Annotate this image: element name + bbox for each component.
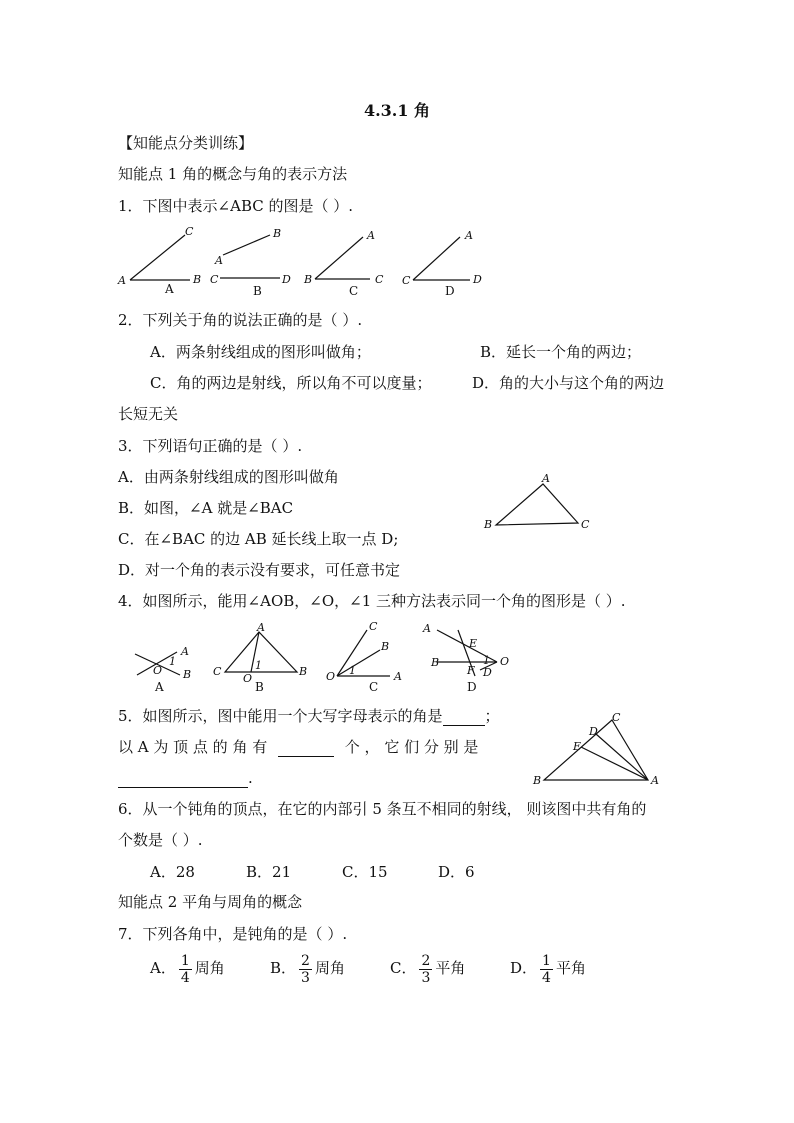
- q4-figures: [125, 620, 525, 695]
- q4b-point-b: B: [299, 665, 308, 678]
- q5-line1-text: 5．如图所示，图中能用一个大写字母表示的角是: [118, 707, 443, 725]
- q1b-point-b: B: [273, 227, 282, 240]
- q3-stem: 3．下列语句正确的是（ ）.: [118, 437, 303, 455]
- q7-option-d-label: D．: [510, 959, 538, 977]
- section-header: 【知能点分类训练】: [118, 134, 254, 152]
- q7-option-a-fraction: [179, 953, 192, 986]
- knowledge-point-2: 知能点 2 平角与周角的概念: [118, 893, 303, 911]
- q5-point-e: E: [573, 740, 582, 753]
- q6-option-c: C．15: [342, 863, 388, 881]
- q4b-angle-1: 1: [255, 659, 262, 672]
- q3-triangle-figure: [480, 470, 600, 535]
- q5-point-c: C: [612, 711, 621, 724]
- q5-line1: [118, 706, 500, 726]
- q1-figure-a: [117, 225, 201, 296]
- q1b-point-c: C: [210, 273, 219, 286]
- q3-option-d: D．对一个角的表示没有要求，可任意书定: [118, 561, 401, 579]
- q7-option-b-num: 2: [301, 952, 310, 969]
- q7-option-d: [510, 950, 586, 986]
- q3-option-b: B．如图，∠A 就是∠BAC: [118, 499, 294, 517]
- q7-option-c-unit: 平角: [435, 959, 466, 977]
- q7-option-b-fraction: [299, 953, 312, 986]
- q7-option-c-den: 3: [421, 969, 431, 986]
- q5-line2b-text: 个 ， 它 们 分 别 是: [344, 738, 479, 756]
- q5-blank-2[interactable]: [278, 740, 334, 757]
- q4d-point-e: E: [469, 637, 478, 650]
- q1c-point-c: C: [375, 273, 384, 286]
- q7-option-a-den: 4: [180, 969, 190, 986]
- q1a-point-c: C: [185, 225, 194, 238]
- q7-option-d-num: 1: [542, 952, 551, 969]
- q4c-point-o: O: [326, 670, 336, 683]
- q6-option-b: B．21: [246, 863, 292, 881]
- q7-option-a-label: A．: [150, 959, 176, 977]
- q6-option-a: A．28: [150, 863, 195, 881]
- q1-figures: [115, 225, 495, 300]
- q4d-point-f: F: [467, 664, 475, 677]
- q5-blank-1[interactable]: [443, 709, 485, 726]
- q7-option-b: [270, 950, 345, 986]
- q2-option-b: B．延长一个角的两边；: [480, 343, 642, 361]
- q5-figure: [530, 710, 665, 788]
- q2-option-d-cont: 长短无关: [118, 405, 179, 423]
- q4b-point-a: A: [257, 621, 265, 634]
- q7-option-a-num: 1: [180, 952, 190, 969]
- q7-stem: 7．下列各角中，是钝角的是（ ）.: [118, 925, 348, 943]
- q2-stem: 2．下列关于角的说法正确的是（ ）.: [118, 311, 363, 329]
- q1-fig-label-c: C: [349, 284, 359, 298]
- q5-point-d: D: [589, 725, 598, 738]
- q4c-point-c: C: [369, 620, 378, 633]
- q4c-point-a: A: [394, 670, 402, 683]
- q4-figure-c: [326, 620, 402, 694]
- q6-option-d: D．6: [438, 863, 475, 881]
- q7-option-a-unit: 周角: [194, 959, 225, 977]
- q1a-point-a: A: [118, 274, 126, 287]
- q3-option-a: A．由两条射线组成的图形叫做角: [118, 468, 339, 486]
- q3-point-b: B: [484, 518, 493, 531]
- q7-option-b-label: B．: [270, 959, 297, 977]
- q4d-point-o: O: [500, 655, 510, 668]
- q5-blank-3[interactable]: [118, 771, 248, 788]
- q3-option-c: C．在∠BAC 的边 AB 延长线上取一点 D;: [118, 530, 399, 548]
- q1-stem: 1．下图中表示∠ABC 的图是（ ）.: [118, 197, 354, 215]
- q7-option-a: [150, 950, 225, 986]
- q1b-point-a: A: [215, 254, 223, 267]
- q5-line3-end: .: [248, 769, 253, 787]
- q1b-point-d: D: [282, 273, 291, 286]
- q7-option-c-num: 2: [421, 952, 431, 969]
- q4d-point-d: D: [483, 666, 492, 679]
- q4a-point-a: A: [181, 645, 189, 658]
- q1-fig-label-d: D: [445, 284, 455, 298]
- q1a-point-b: B: [193, 273, 202, 286]
- q2-option-c: C．角的两边是射线，所以角不可以度量；: [150, 374, 432, 392]
- q5-point-b: B: [533, 774, 542, 787]
- q1-figure-b: [210, 227, 291, 298]
- q4-figure-a: [135, 645, 191, 694]
- q4d-angle-1: 1: [483, 654, 490, 667]
- q4-fig-label-b: B: [255, 680, 264, 694]
- q1c-point-a: A: [367, 229, 375, 242]
- q4-figure-b: [213, 621, 307, 694]
- q5-point-a: A: [651, 774, 659, 787]
- q6-line1: 6．从一个钝角的顶点，在它的内部引 5 条互不相同的射线， 则该图中共有角的: [118, 800, 647, 818]
- q1-fig-label-a: A: [165, 282, 174, 296]
- q7-option-b-unit: 周角: [314, 959, 345, 977]
- q5-line2a-text: 以 A 为 顶 点 的 角 有: [118, 738, 268, 756]
- q1d-point-a: A: [465, 229, 473, 242]
- q7-option-d-den: 4: [542, 969, 551, 986]
- q6-line2: 个数是（ ）.: [118, 831, 203, 849]
- q4-figure-d: [422, 622, 509, 694]
- q7-option-c-fraction: [419, 953, 432, 986]
- q1-fig-label-b: B: [253, 284, 262, 298]
- q4a-point-o: O: [153, 664, 163, 677]
- q5-line1-end: ；: [484, 707, 500, 725]
- q4-stem: 4．如图所示，能用∠AOB，∠O，∠1 三种方法表示同一个角的图形是（ ）.: [118, 592, 626, 610]
- q3-point-c: C: [581, 518, 590, 531]
- q7-option-c-label: C．: [390, 959, 417, 977]
- q4b-point-o: O: [243, 672, 253, 685]
- q4a-point-b: B: [183, 668, 192, 681]
- q4-fig-label-a: A: [155, 680, 164, 694]
- q4c-angle-1: 1: [349, 664, 356, 677]
- q7-option-c: [390, 950, 465, 986]
- q4a-angle-1: 1: [169, 655, 176, 668]
- q7-option-d-fraction: [540, 953, 553, 986]
- q1d-point-c: C: [402, 274, 411, 287]
- q4c-point-b: B: [381, 640, 390, 653]
- q3-point-a: A: [542, 472, 550, 485]
- q2-option-a: A．两条射线组成的图形叫做角；: [150, 343, 371, 361]
- q5-line2: [118, 737, 478, 757]
- q7-option-b-den: 3: [301, 969, 310, 986]
- q2-option-d: D．角的大小与这个角的两边: [472, 374, 665, 392]
- q4b-point-c: C: [213, 665, 222, 678]
- q4-fig-label-d: D: [467, 680, 477, 694]
- q1-figure-d: [402, 229, 482, 298]
- q1d-point-d: D: [473, 273, 482, 286]
- knowledge-point-1: 知能点 1 角的概念与角的表示方法: [118, 165, 348, 183]
- q4-fig-label-c: C: [369, 680, 379, 694]
- q5-line3: [118, 768, 253, 788]
- q1-figure-c: [303, 229, 384, 298]
- q7-option-d-unit: 平角: [555, 959, 586, 977]
- q4d-point-a: A: [423, 622, 431, 635]
- q1c-point-b: B: [304, 273, 313, 286]
- q4d-point-b: B: [431, 656, 440, 669]
- page-title: 4.3.1 角: [363, 101, 431, 120]
